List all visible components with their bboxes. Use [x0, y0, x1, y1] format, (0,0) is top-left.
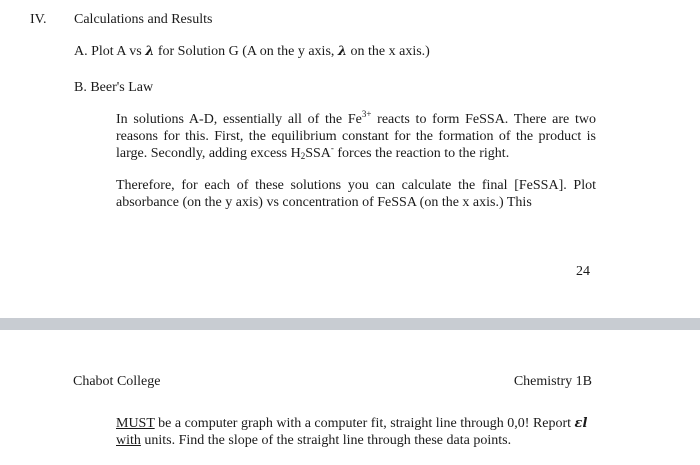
paragraph-3-part-2: units. Find the slope of the straight line through these data points.: [140, 433, 512, 448]
item-a-text-1: Plot A vs: [91, 44, 142, 59]
item-a-letter: A.: [74, 44, 88, 59]
paragraph-3: [116, 415, 596, 449]
with-emphasis: with: [116, 433, 141, 448]
page-bottom: [0, 330, 700, 465]
lambda-symbol: λ: [145, 44, 155, 59]
paragraph-2: Therefore, for each of these solutions you can calculate the final [FeSSA]. Plot absorbance (on the y axis) vs concentration of FeSSA (on the x axis.) This: [116, 178, 596, 210]
item-b-letter: B.: [74, 80, 87, 95]
paragraph-1-part-2: reacts to form FeSSA. There are two reasons for this. First, the equilibrium constant for the formation of the product is large. Secondly, adding excess H: [116, 112, 597, 161]
paragraph-1-part-4: forces the reaction to the right.: [333, 146, 510, 161]
item-b: [74, 79, 153, 96]
item-a-text-3: on the x axis.): [350, 44, 430, 59]
page-divider: [0, 318, 700, 330]
item-a-text-2: for Solution G (A on the y axis,: [157, 44, 335, 59]
item-a: [74, 43, 430, 60]
paragraph-1: [116, 111, 596, 162]
item-b-title: Beer's Law: [90, 80, 154, 95]
page-number: 24: [576, 264, 590, 279]
section-numeral: IV.: [30, 12, 47, 27]
paragraph-3-part-1: be a computer graph with a computer fit, straight line through 0,0! Report: [154, 416, 575, 431]
lambda-symbol: λ: [337, 44, 348, 59]
h-subscript: 2: [300, 151, 306, 161]
ssa-charge-superscript: -: [330, 143, 334, 153]
paragraph-1-part-3: SSA: [305, 146, 331, 161]
fe-charge-superscript: 3+: [361, 109, 372, 119]
header-right: Chemistry 1B: [513, 374, 592, 389]
section-title: Calculations and Results: [74, 12, 213, 27]
header-left: Chabot College: [73, 374, 161, 389]
must-emphasis: MUST: [116, 416, 155, 431]
paragraph-1-part-1: In solutions A-D, essentially all of the Fe: [116, 112, 362, 127]
epsilon-l-symbol: εl: [574, 416, 588, 431]
